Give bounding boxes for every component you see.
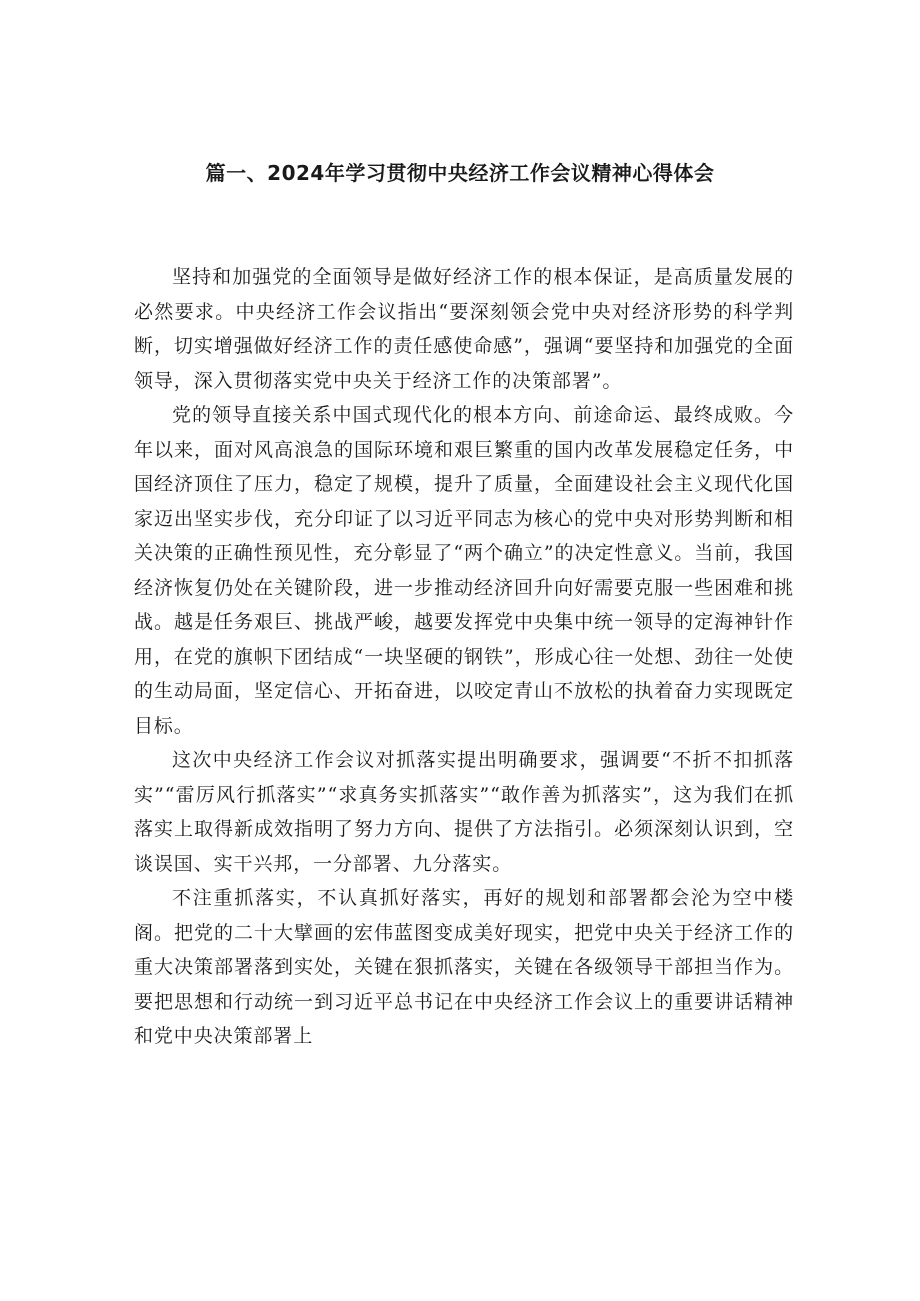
paragraph-3: 这次中央经济工作会议对抓落实提出明确要求，强调要“不折不扣抓落实”“雷厉风行抓落实”“求真务实抓落实”“敢作善为抓落实”，这为我们在抓落实上取得新成效指明了努力方向、提供了方法指引。必须深刻认识到，空谈误国、实干兴邦，一分部署、九分落实。 (134, 749, 794, 875)
document-title: 篇一、2024年学习贯彻中央经济工作会议精神心得体会 (205, 161, 715, 185)
paragraph-1: 坚持和加强党的全面领导是做好经济工作的根本保证，是高质量发展的必然要求。中央经济工作会议指出“要深刻领会党中央对经济形势的科学判断，切实增强做好经济工作的责任感使命感”，强调“要坚持和加强党的全面领导，深入贯彻落实党中央关于经济工作的决策部署”。 (134, 266, 794, 392)
paragraph-2: 党的领导直接关系中国式现代化的根本方向、前途命运、最终成败。今年以来，面对风高浪急的国际环境和艰巨繁重的国内改革发展稳定任务，中国经济顶住了压力，稳定了规模，提升了质量，全面建设社会主义现代化国家迈出坚实步伐，充分印证了以习近平同志为核心的党中央对形势判断和相关决策的正确性预见性，充分彰显了“两个确立”的决定性意义。当前，我国经济恢复仍处在关键阶段，进一步推动经济回升向好需要克服一些困难和挑战。越是任务艰巨、挑战严峻，越要发挥党中央集中统一领导的定海神针作用，在党的旗帜下团结成“一块坚硬的钢铁”，形成心往一处想、劲往一处使的生动局面，坚定信心、开拓奋进，以咬定青山不放松的执着奋力实现既定目标。 (134, 404, 794, 737)
paragraph-4: 不注重抓落实，不认真抓好落实，再好的规划和部署都会沦为空中楼阁。把党的二十大擘画的宏伟蓝图变成美好现实，把党中央关于经济工作的重大决策部署落到实处，关键在狠抓落实，关键在各级领导干部担当作为。要把思想和行动统一到习近平总书记在中央经济工作会议上的重要讲话精神和党中央决策部署上 (134, 887, 794, 1047)
document-body (134, 260, 794, 1054)
